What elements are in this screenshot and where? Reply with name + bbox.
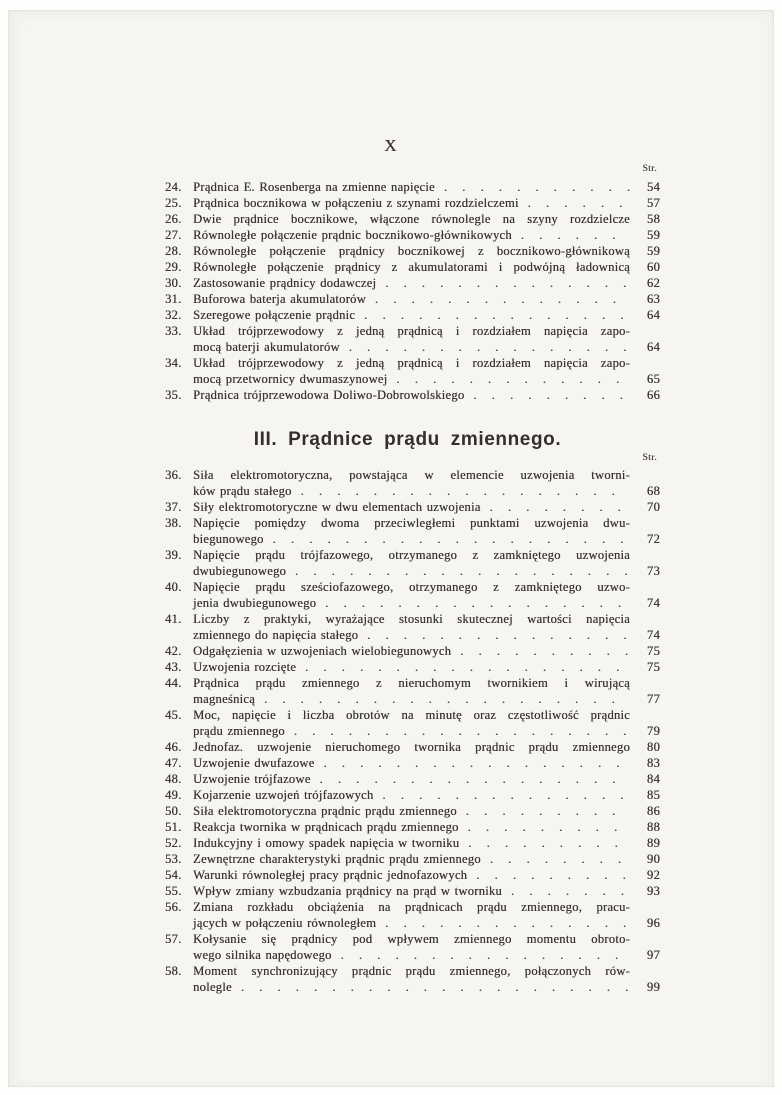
toc-entry-number: 50. <box>165 804 182 818</box>
toc-entry-number: 39. <box>165 548 182 562</box>
toc-entry-number: 55. <box>165 884 182 898</box>
dot-leader <box>315 755 631 771</box>
toc-page-number: 63 <box>646 292 660 306</box>
toc-entry-text: Równoległe połączenie prądnic bocznikowo-głównikowych <box>193 228 512 242</box>
toc-page-number: 75 <box>646 644 660 658</box>
toc-entry-number: 38. <box>165 516 182 530</box>
toc-entry-text: Uzwojenia rozcięte <box>193 660 297 674</box>
toc-page-number: 66 <box>646 388 660 402</box>
toc-page-number: 54 <box>646 180 660 194</box>
toc-page-number: 93 <box>646 884 660 898</box>
toc-entry-number: 35. <box>165 388 182 402</box>
dot-leader <box>296 659 630 675</box>
toc-entry-text: Siła elektromotoryczna, powstająca w elemencie uzwojenia tworni- <box>193 468 630 482</box>
dot-leader <box>459 835 630 851</box>
toc-page-number: 70 <box>646 500 660 514</box>
toc-entry-number: 43. <box>165 660 182 674</box>
toc-entry-line <box>165 627 660 643</box>
dot-leader <box>316 595 630 611</box>
toc-entry-line <box>165 579 660 595</box>
toc-entry-number: 31. <box>165 292 182 306</box>
toc-entry-number: 49. <box>165 788 182 802</box>
toc-entry-number: 52. <box>165 836 182 850</box>
toc-entry-line <box>165 275 660 291</box>
toc-page-number: 58 <box>646 212 660 226</box>
toc-entry-number: 37. <box>165 500 182 514</box>
toc-entry-line <box>165 707 660 723</box>
toc-page-number: 65 <box>646 372 660 386</box>
toc-entry-number: 44. <box>165 676 182 690</box>
page-number-roman: X <box>384 136 397 155</box>
toc-section-1 <box>165 179 660 403</box>
toc-entry-line <box>165 387 660 403</box>
toc-entry-line <box>165 323 660 339</box>
toc-entry-line <box>165 691 660 707</box>
dot-leader <box>332 947 630 963</box>
toc-page-number: 64 <box>646 308 660 322</box>
dot-leader <box>285 723 630 739</box>
toc-entry-text: Wpływ zmiany wzbudzania prądnicy na prąd w tworniku <box>193 884 502 898</box>
toc-entry-text: jących w połączeniu równoległem <box>193 916 377 930</box>
toc-entry-number: 27. <box>165 228 182 242</box>
toc-page-number: 64 <box>646 340 660 354</box>
toc-page-number: 57 <box>646 196 660 210</box>
toc-entry-line <box>165 307 660 323</box>
toc-entry-line <box>165 547 660 563</box>
toc-entry-line <box>165 195 660 211</box>
toc-entry-line <box>165 851 660 867</box>
toc-entry-number: 40. <box>165 580 182 594</box>
scanned-book-page <box>8 10 774 1087</box>
toc-page-number: 85 <box>646 788 660 802</box>
toc-entry-line <box>165 243 660 259</box>
toc-entry-text: Moment synchronizujący prądnic prądu zmiennego, połączonych rów- <box>193 964 630 978</box>
toc-entry-text: biegunowego <box>193 532 264 546</box>
toc-entry-text: Napięcie prądu sześciofazowego, otrzymanego z zamkniętego uzwo- <box>193 580 630 594</box>
toc-entry-text: Napięcie pomiędzy dwoma przeciwległemi punktami uzwojenia dwu- <box>193 516 630 530</box>
dot-leader <box>387 371 630 387</box>
toc-entry-number: 24. <box>165 180 182 194</box>
toc-entry-text: nolegle <box>193 980 232 994</box>
toc-entry-number: 28. <box>165 244 182 258</box>
toc-entry-line <box>165 963 660 979</box>
toc-entry-line <box>165 915 660 931</box>
toc-entry-text: mocą przetwornicy dwumaszynowej <box>193 372 388 386</box>
toc-entry-text: Buforowa baterja akumulatorów <box>193 292 366 306</box>
toc-entry-line <box>165 483 660 499</box>
dot-leader <box>519 195 630 211</box>
toc-entry-line <box>165 803 660 819</box>
toc-entry-text: Równoległe połączenie prądnicy z akumulatorami i podwójną ładownicą <box>193 260 630 274</box>
toc-page-number: 75 <box>646 660 660 674</box>
toc-entry-number: 53. <box>165 852 182 866</box>
toc-entry-line <box>165 931 660 947</box>
toc-entry-text: Reakcja twornika w prądnicach prądu zmiennego <box>193 820 459 834</box>
toc-entry-number: 34. <box>165 356 182 370</box>
toc-page-number: 77 <box>646 692 660 706</box>
toc-entry-text: zmiennego do napięcia stałego <box>193 628 359 642</box>
toc-page-number: 72 <box>646 532 660 546</box>
toc-entry-number: 41. <box>165 612 182 626</box>
toc-entry-line <box>165 867 660 883</box>
toc-entry-line <box>165 787 660 803</box>
toc-entry-line <box>165 675 660 691</box>
toc-entry-text: jenia dwubiegunowego <box>193 596 317 610</box>
toc-entry-text: Siły elektromotoryczne w dwu elementach uzwojenia <box>193 500 481 514</box>
toc-entry-line <box>165 563 660 579</box>
toc-page-number: 97 <box>646 948 660 962</box>
toc-entry-text: Siła elektromotoryczna prądnic prądu zmiennego <box>193 804 457 818</box>
toc-entry-text: Jednofaz. uzwojenie nieruchomego twornika prądnic prądu zmiennego <box>193 740 630 754</box>
toc-entry-text: Zewnętrzne charakterystyki prądnic prądu zmiennego <box>193 852 481 866</box>
dot-leader <box>355 307 630 323</box>
dot-leader <box>481 499 630 515</box>
toc-entry-number: 47. <box>165 756 182 770</box>
toc-page-number: 68 <box>646 484 660 498</box>
toc-entry-line <box>165 835 660 851</box>
toc-entry-text: Układ trójprzewodowy z jedną prądnicą i rozdziałem napięcia zapo- <box>193 356 630 370</box>
toc-entry-number: 54. <box>165 868 182 882</box>
toc-entry-line <box>165 947 660 963</box>
toc-entry-text: mocą baterji akumulatorów <box>193 340 340 354</box>
dot-leader <box>366 291 630 307</box>
dot-leader <box>502 883 630 899</box>
toc-entry-number: 25. <box>165 196 182 210</box>
toc-entry-number: 58. <box>165 964 182 978</box>
toc-content <box>165 10 660 995</box>
toc-entry-text: prądu zmiennego <box>193 724 285 738</box>
toc-entry-line <box>165 499 660 515</box>
dot-leader <box>358 627 630 643</box>
toc-entry-line <box>165 595 660 611</box>
toc-entry-number: 32. <box>165 308 182 322</box>
toc-entry-text: Prądnica bocznikowa w połączeniu z szynami rozdzielczemi <box>193 196 519 210</box>
toc-entry-line <box>165 355 660 371</box>
toc-entry-text: Prądnica prądu zmiennego z nieruchomym twornikiem i wirującą <box>193 676 630 690</box>
toc-entry-text: Zastosowanie prądnicy dodawczej <box>193 276 377 290</box>
toc-page-number: 96 <box>646 916 660 930</box>
toc-page-number: 92 <box>646 868 660 882</box>
toc-entry-text: Moc, napięcie i liczba obrotów na minutę oraz częstotliwość prądnic <box>193 708 630 722</box>
toc-entry-line <box>165 531 660 547</box>
dot-leader <box>512 227 630 243</box>
dot-leader <box>311 771 630 787</box>
toc-page-number: 84 <box>646 772 660 786</box>
toc-entry-text: Dwie prądnice bocznikowe, włączone równolegle na szyny rozdzielcze <box>193 212 630 226</box>
toc-entry-line <box>165 883 660 899</box>
toc-entry-text: ków prądu stałego <box>193 484 292 498</box>
toc-entry-line <box>165 659 660 675</box>
toc-entry-number: 45. <box>165 708 182 722</box>
toc-entry-text: Prądnica E. Rosenberga na zmienne napięcie <box>193 180 435 194</box>
page-column-header-2: Str. <box>642 453 657 463</box>
dot-leader <box>340 339 630 355</box>
toc-page-number: 74 <box>646 628 660 642</box>
dot-leader <box>451 643 630 659</box>
toc-entry-number: 51. <box>165 820 182 834</box>
toc-entry-text: wego silnika napędowego <box>193 948 332 962</box>
toc-entry-number: 48. <box>165 772 182 786</box>
toc-entry-line <box>165 211 660 227</box>
toc-page-number: 89 <box>646 836 660 850</box>
toc-entry-line <box>165 179 660 195</box>
toc-entry-text: magneśnicą <box>193 692 255 706</box>
toc-entry-line <box>165 819 660 835</box>
page-column-header: Str. <box>642 164 657 174</box>
toc-entry-number: 36. <box>165 468 182 482</box>
toc-entry-line <box>165 611 660 627</box>
toc-entry-text: Warunki równoległej pracy prądnic jednofazowych <box>193 868 468 882</box>
toc-entry-line <box>165 643 660 659</box>
toc-entry-text: Kojarzenie uzwojeń trójfazowych <box>193 788 374 802</box>
toc-entry-line <box>165 723 660 739</box>
toc-entry-text: Uzwojenie trójfazowe <box>193 772 311 786</box>
toc-entry-text: Napięcie prądu trójfazowego, otrzymanego z zamkniętego uzwojenia <box>193 548 630 562</box>
toc-entry-text: Indukcyjny i omowy spadek napięcia w tworniku <box>193 836 460 850</box>
toc-entry-number: 42. <box>165 644 182 658</box>
toc-page-number: 99 <box>646 980 660 994</box>
toc-entry-number: 33. <box>165 324 182 338</box>
toc-entry-number: 26. <box>165 212 182 226</box>
toc-section-2 <box>165 467 660 995</box>
toc-page-number: 86 <box>646 804 660 818</box>
toc-entry-number: 30. <box>165 276 182 290</box>
toc-entry-line <box>165 755 660 771</box>
toc-entry-number: 56. <box>165 900 182 914</box>
toc-entry-line <box>165 739 660 755</box>
toc-entry-line <box>165 339 660 355</box>
dot-leader <box>376 275 630 291</box>
toc-page-number: 79 <box>646 724 660 738</box>
toc-page-number: 73 <box>646 564 660 578</box>
toc-entry-text: Odgałęzienia w uzwojeniach wielobiegunowych <box>193 644 452 658</box>
toc-entry-text: Zmiana rozkładu obciążenia na prądnicach prądu zmiennego, pracu- <box>193 900 630 914</box>
toc-entry-text: Szeregowe połączenie prądnic <box>193 308 356 322</box>
dot-leader <box>232 979 630 995</box>
toc-entry-line <box>165 371 660 387</box>
toc-page-number: 83 <box>646 756 660 770</box>
dot-leader <box>292 483 630 499</box>
dot-leader <box>459 819 630 835</box>
section-heading: III. Prądnice prądu zmiennego. <box>253 429 562 450</box>
toc-page-number: 88 <box>646 820 660 834</box>
toc-entry-line <box>165 899 660 915</box>
toc-entry-text: Kołysanie się prądnicy pod wpływem zmiennego momentu obroto- <box>193 932 630 946</box>
toc-entry-text: Uzwojenie dwufazowe <box>193 756 315 770</box>
toc-entry-text: Równoległe połączenie prądnicy bocznikowej z bocznikowo-głównikową <box>193 244 630 258</box>
toc-page-number: 62 <box>646 276 660 290</box>
toc-entry-text: Układ trójprzewodowy z jedną prądnicą i rozdziałem napięcia zapo- <box>193 324 630 338</box>
toc-entry-line <box>165 979 660 995</box>
dot-leader <box>376 915 630 931</box>
toc-page-number: 59 <box>646 228 660 242</box>
dot-leader <box>264 531 630 547</box>
dot-leader <box>457 803 630 819</box>
toc-entry-text: Liczby z praktyki, wyrażające stosunki skutecznej wartości napięcia <box>193 612 630 626</box>
dot-leader <box>255 691 630 707</box>
toc-entry-line <box>165 227 660 243</box>
toc-entry-line <box>165 515 660 531</box>
toc-entry-line <box>165 467 660 483</box>
toc-entry-number: 46. <box>165 740 182 754</box>
dot-leader <box>464 387 630 403</box>
dot-leader <box>435 179 630 195</box>
toc-entry-line <box>165 291 660 307</box>
toc-entry-line <box>165 259 660 275</box>
toc-entry-number: 57. <box>165 932 182 946</box>
dot-leader <box>481 851 630 867</box>
dot-leader <box>286 563 630 579</box>
toc-entry-line <box>165 771 660 787</box>
toc-page-number: 59 <box>646 244 660 258</box>
dot-leader <box>373 787 630 803</box>
toc-page-number: 74 <box>646 596 660 610</box>
toc-page-number: 80 <box>646 740 660 754</box>
toc-page-number: 90 <box>646 852 660 866</box>
toc-entry-text: dwubiegunowego <box>193 564 287 578</box>
toc-page-number: 60 <box>646 260 660 274</box>
dot-leader <box>467 867 630 883</box>
toc-entry-number: 29. <box>165 260 182 274</box>
toc-entry-text: Prądnica trójprzewodowa Doliwo-Dobrowolskiego <box>193 388 465 402</box>
